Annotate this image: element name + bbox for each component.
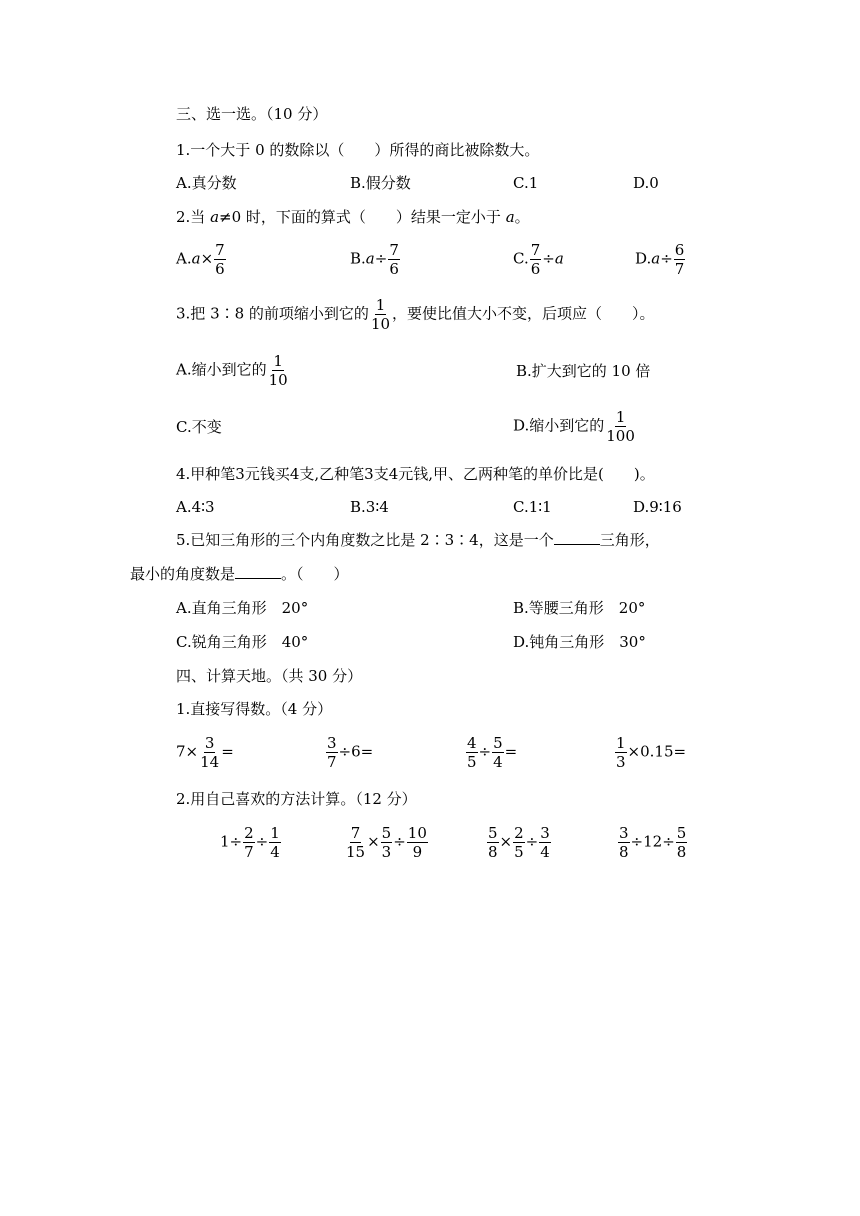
fraction: $\frac{5}{3}$ [381, 824, 392, 861]
calc-1-1: 7× $\frac{3}{14}$ = [176, 734, 234, 771]
section4-title: 四、计算天地。（共 30 分） [176, 667, 363, 685]
q5-option-a: A.直角三角形 20° [176, 599, 309, 617]
answer-blank [554, 530, 600, 545]
fraction: $\frac{1}{4}$ [270, 824, 280, 861]
q3-option-c: C.不变 [176, 418, 222, 436]
q1-option-b: B.假分数 [350, 174, 411, 192]
answer-blank [235, 564, 281, 579]
fraction: $\frac{1}{3}$ [616, 734, 626, 771]
fraction: $\frac{3}{4}$ [540, 824, 550, 861]
fraction: $\frac{3}{8}$ [619, 824, 629, 861]
fraction: $\frac{6}{7}$ [674, 241, 685, 278]
q4-option-a: A.4∶3 [176, 498, 215, 516]
q2-option-b: B.a÷ $\frac{7}{6}$ [350, 241, 399, 278]
q5-stem-line2: 最小的角度数是 。（ ） [130, 565, 349, 583]
calc-2-4: $\frac{3}{8}$ ÷12÷ $\frac{5}{8}$ [619, 824, 687, 861]
q2-stem: 2.当 a≠0 时，下面的算式（ ）结果一定小于 a。 [176, 208, 530, 226]
fraction: $\frac{10}{9}$ [407, 824, 427, 861]
fraction: $\frac{7}{6}$ [215, 241, 225, 278]
q1-option-a: A.真分数 [176, 174, 237, 192]
q5-stem: 5.已知三角形的三个内角度数之比是 2∶3∶4，这是一个 三角形， [176, 531, 660, 549]
q5-option-c: C.锐角三角形 40° [176, 633, 309, 651]
part2-title: 2.用自己喜欢的方法计算。（12 分） [176, 790, 417, 808]
q2-option-d: D.a÷ $\frac{6}{7}$ [635, 241, 685, 278]
q3-stem: 3.把 3∶8 的前项缩小到它的 $\frac{1}{10}$ ，要使比值大小不变，后项应（ ）。 [176, 296, 655, 333]
q3-option-a: A.缩小到它的 $\frac{1}{10}$ [176, 352, 288, 389]
part1-title: 1.直接写得数。（4 分） [176, 700, 333, 718]
calc-1-2: $\frac{3}{7}$ ÷6= [327, 734, 374, 771]
q4-option-c: C.1∶1 [513, 498, 552, 516]
q4-option-b: B.3∶4 [350, 498, 389, 516]
fraction: $\frac{5}{4}$ [493, 734, 503, 771]
fraction: $\frac{1}{10}$ [370, 296, 391, 333]
q5-option-b: B.等腰三角形 20° [513, 599, 646, 617]
fraction: $\frac{5}{8}$ [488, 824, 498, 861]
section3-title: 三、选一选。（10 分） [176, 105, 328, 123]
q1-stem: 1.一个大于 0 的数除以（ ）所得的商比被除数大。 [176, 141, 540, 159]
calc-2-3: $\frac{5}{8}$ × $\frac{2}{5}$ ÷ $\frac{3}{4}$ [488, 824, 550, 861]
q1-option-c: C.1 [513, 174, 539, 192]
fraction: $\frac{7}{6}$ [530, 241, 541, 278]
fraction: $\frac{7}{15}$ [346, 824, 366, 861]
q4-option-d: D.9∶16 [633, 498, 682, 516]
fraction: $\frac{3}{14}$ [200, 734, 220, 771]
fraction: $\frac{2}{5}$ [514, 824, 524, 861]
fraction: $\frac{7}{6}$ [389, 241, 399, 278]
calc-2-2: $\frac{7}{15}$ × $\frac{5}{3}$ ÷ $\frac{10}{9}$ [346, 824, 427, 861]
fraction: $\frac{4}{5}$ [467, 734, 477, 771]
fraction: $\frac{1}{10}$ [268, 352, 288, 389]
fraction: $\frac{3}{7}$ [327, 734, 337, 771]
fraction: $\frac{5}{8}$ [676, 824, 687, 861]
q3-option-b: B.扩大到它的 10 倍 [516, 362, 651, 380]
q4-stem: 4.甲种笔3元钱买4支,乙种笔3支4元钱,甲、乙两种笔的单价比是( )。 [176, 465, 655, 483]
q2-option-a: A.a× $\frac{7}{6}$ [176, 241, 225, 278]
calc-2-1: 1÷ $\frac{2}{7}$ ÷ $\frac{1}{4}$ [220, 824, 280, 861]
q1-option-d: D.0 [633, 174, 659, 192]
q2-option-c: C. $\frac{7}{6}$ ÷a [513, 241, 564, 278]
fraction: $\frac{2}{7}$ [244, 824, 254, 861]
q5-option-d: D.钝角三角形 30° [513, 633, 646, 651]
fraction: $\frac{1}{100}$ [606, 408, 635, 445]
calc-1-3: $\frac{4}{5}$ ÷ $\frac{5}{4}$ = [467, 734, 518, 771]
calc-1-4: $\frac{1}{3}$ ×0.15= [616, 734, 687, 771]
q3-option-d: D.缩小到它的 $\frac{1}{100}$ [513, 408, 635, 445]
